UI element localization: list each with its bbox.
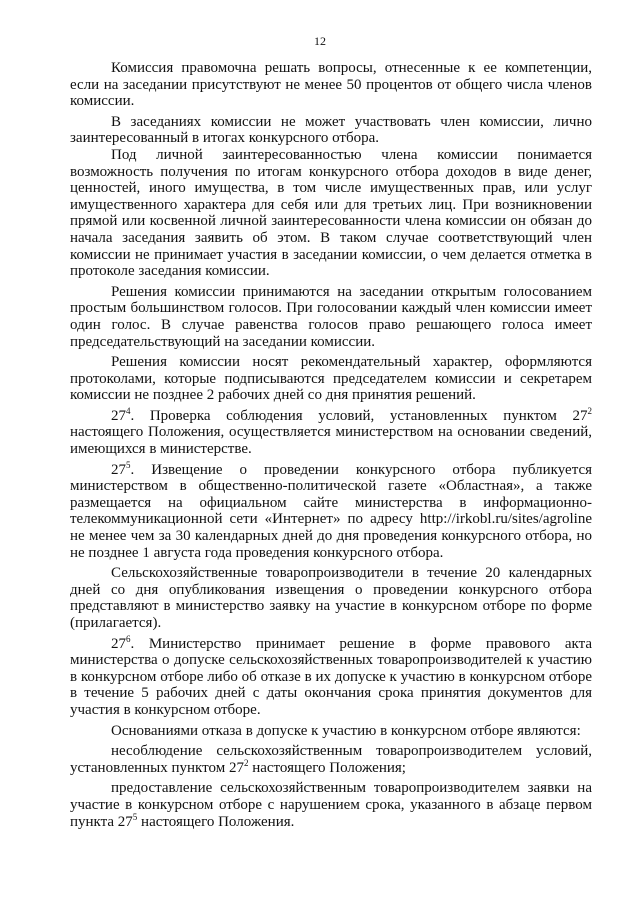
paragraph-text: несоблюдение сельскохозяйственным товаропроизводителем условий, установленных пунктом 27 [70,743,592,776]
page-number: 12 [314,34,326,48]
paragraph [70,743,592,776]
paragraph-text: предоставление сельскохозяйственным товаропроизводителем заявки на участие в конкурсном отборе с нарушением срока, указанного в абзаце первом пункта 27 [70,780,592,830]
paragraph [70,633,592,719]
paragraph [70,459,592,562]
clause-superscript: 6 [126,633,131,644]
paragraph-text: Решения комиссии принимаются на заседании открытым голосованием простым большинством голосов. При голосовании каждый член комиссии имеет один голос. В случае равенства голосов право решающего голоса имеет председательствующий на заседании комиссии. [70,283,592,350]
paragraph [70,114,592,147]
clause-superscript: 4 [126,405,131,416]
paragraph-text: . Министерство принимает решение в форме правового акта министерства о допуске сельскохозяйственных товаропроизводителей к участию в конкурсном отборе либо об отказе в их допуске к участию в конкурсном отборе в течение 5 рабочих дней с даты окончания срока принятия документов для участия в конкурсном отборе. [70,635,592,718]
paragraph [70,147,592,280]
paragraph [70,565,592,631]
paragraph [70,780,592,830]
paragraph [70,60,592,110]
paragraph-text-continued: настоящего Положения, осуществляется министерством на основании сведений, имеющихся в министерстве. [70,424,592,458]
paragraph-text: Сельскохозяйственные товаропроизводители в течение 20 календарных дней со дня опубликования извещения о проведении конкурсного отбора представляют в министерство заявку на участие в конкурсном отборе по форме (прилагается). [70,565,592,631]
paragraph-text: . Извещение о проведении конкурсного отбора публикуется министерством в общественно-политической газете «Областная», а также размещается на официальном сайте министерства в информационно-телекоммуникационной сети «Интернет» по адресу http://irkobl.ru/sites/agroline не менее чем за 30 календарных дней до дня проведения конкурсного отбора, но не позднее 1 августа года проведения конкурсного отбора. [70,461,592,561]
reference-superscript: 2 [243,757,249,768]
paragraph-text-continued: настоящего Положения. [137,813,295,830]
paragraph-text: Решения комиссии носят рекомендательный характер, оформляются протоколами, которые подписываются председателем комиссии и секретарем комиссии не позднее 2 рабочих дней со дня принятия решений. [70,354,592,404]
paragraph-text: Основаниями отказа в допуске к участию в конкурсном отборе являются: [111,722,581,739]
paragraph [70,284,592,350]
paragraph-text: . Проверка соблюдения условий, установленных пунктом 27 [130,407,588,424]
clause-number: 27 [111,635,126,652]
reference-superscript: 5 [132,811,138,822]
document-body [70,60,592,830]
clause-superscript: 5 [126,459,131,470]
clause-number: 27 [111,407,126,424]
paragraph [70,354,592,404]
reference-superscript: 2 [587,405,592,416]
paragraph-text: Комиссия правомочна решать вопросы, отнесенные к ее компетенции, если на заседании присутствуют не менее 50 процентов от общего числа членов комиссии. [70,60,592,110]
paragraph-text-continued: настоящего Положения; [248,759,406,776]
paragraph [70,405,592,458]
paragraph-text: В заседаниях комиссии не может участвовать член комиссии, лично заинтересованный в итогах конкурсного отбора. [70,113,592,147]
clause-number: 27 [111,461,126,478]
paragraph [70,723,592,740]
paragraph-text: Под личной заинтересованностью члена комиссии понимается возможность получения по итогам конкурсного отбора доходов в виде денег, ценностей, иного имущества, в том числе имущественных прав, или услуг имущественного характера для себя или для третьих лиц. При возникновении прямой или косвенной личной заинтересованности члена комиссии он обязан до начала заседания заявить об этом. В таком случае соответствующий член комиссии не принимает участия в заседании комиссии, о чем делается отметка в протоколе заседания комиссии. [70,146,592,280]
